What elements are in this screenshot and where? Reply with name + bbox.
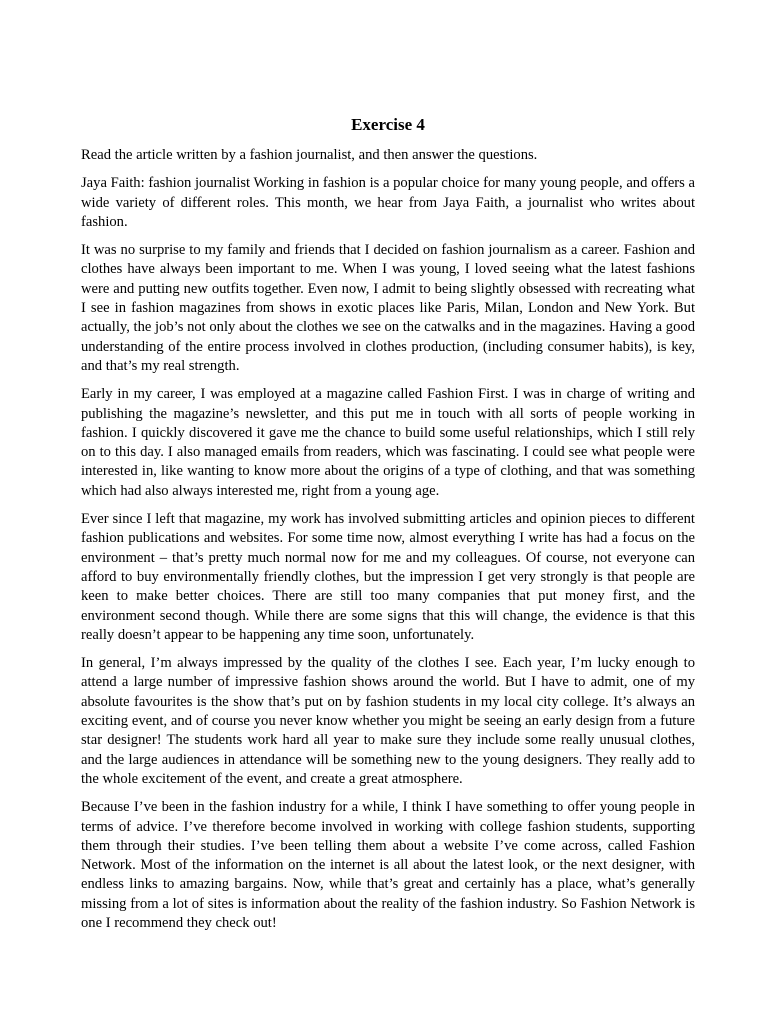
- article-paragraph: Ever since I left that magazine, my work has involved submitting articles and opinion pieces to different fashion publications and websites. For some time now, almost everything I write has had a focus on the environment – that’s pretty much normal now for me and my colleagues. Of course, not everyone can afford to buy environmentally friendly clothes, but the impression I get very strongly is that people are keen to make better choices. There are still too many companies that put money first, and the environment second though. While there are some signs that this will change, the evidence is that this really doesn’t appear to be happening any time soon, unfortunately.: [81, 511, 695, 643]
- article-paragraph: It was no surprise to my family and friends that I decided on fashion journalism as a career. Fashion and clothes have always been important to me. When I was young, I loved seeing what the latest fashions were and putting new outfits together. Even now, I admit to being slightly obsessed with recreating what I see in fashion magazines from shows in exotic places like Paris, Milan, London and New York. But actually, the job’s not only about the clothes we see on the catwalks and in the magazines. Having a good understanding of the entire process involved in clothes production, (including consumer habits), is key, and that’s my real strength.: [81, 242, 695, 374]
- article-paragraph: In general, I’m always impressed by the quality of the clothes I see. Each year, I’m lucky enough to attend a large number of impressive fashion shows around the world. But I have to admit, one of my absolute favourites is the show that’s put on by fashion students in my local city college. It’s always an exciting event, and of course you never know whether you might be seeing an early design from a future star designer! The students work hard all year to make sure they include some really unusual clothes, and the large audiences in attendance will be something new to the young designers. They really add to the whole excitement of the event, and create a great atmosphere.: [81, 655, 695, 787]
- instruction-text: Read the article written by a fashion journalist, and then answer the questions.: [81, 147, 538, 163]
- article-paragraph: Early in my career, I was employed at a magazine called Fashion First. I was in charge of writing and publishing the magazine’s newsletter, and this put me in touch with all sorts of people working in fashion. I quickly discovered it gave me the chance to build some useful relationships, which I still rely on to this day. I also managed emails from readers, which was fascinating. I could see what people were interested in, like wanting to know more about the origins of a type of clothing, and that was something which had also always interested me, right from a young age.: [81, 386, 695, 499]
- page-title: Exercise 4: [351, 115, 425, 134]
- document-page: [81, 114, 695, 942]
- article-intro-paragraph: Jaya Faith: fashion journalist Working in fashion is a popular choice for many young people, and offers a wide variety of different roles. This month, we hear from Jaya Faith, a journalist who writes about fashion.: [81, 175, 695, 230]
- article-paragraph: Because I’ve been in the fashion industry for a while, I think I have something to offer young people in terms of advice. I’ve therefore become involved in working with college fashion students, supporting them through their studies. I’ve been telling them about a website I’ve come across, called Fashion Network. Most of the information on the internet is all about the latest look, or the next designer, with endless links to amazing bargains. Now, while that’s great and certainly has a place, what’s generally missing from a lot of sites is information about the reality of the fashion industry. So Fashion Network is one I recommend they check out!: [81, 799, 695, 931]
